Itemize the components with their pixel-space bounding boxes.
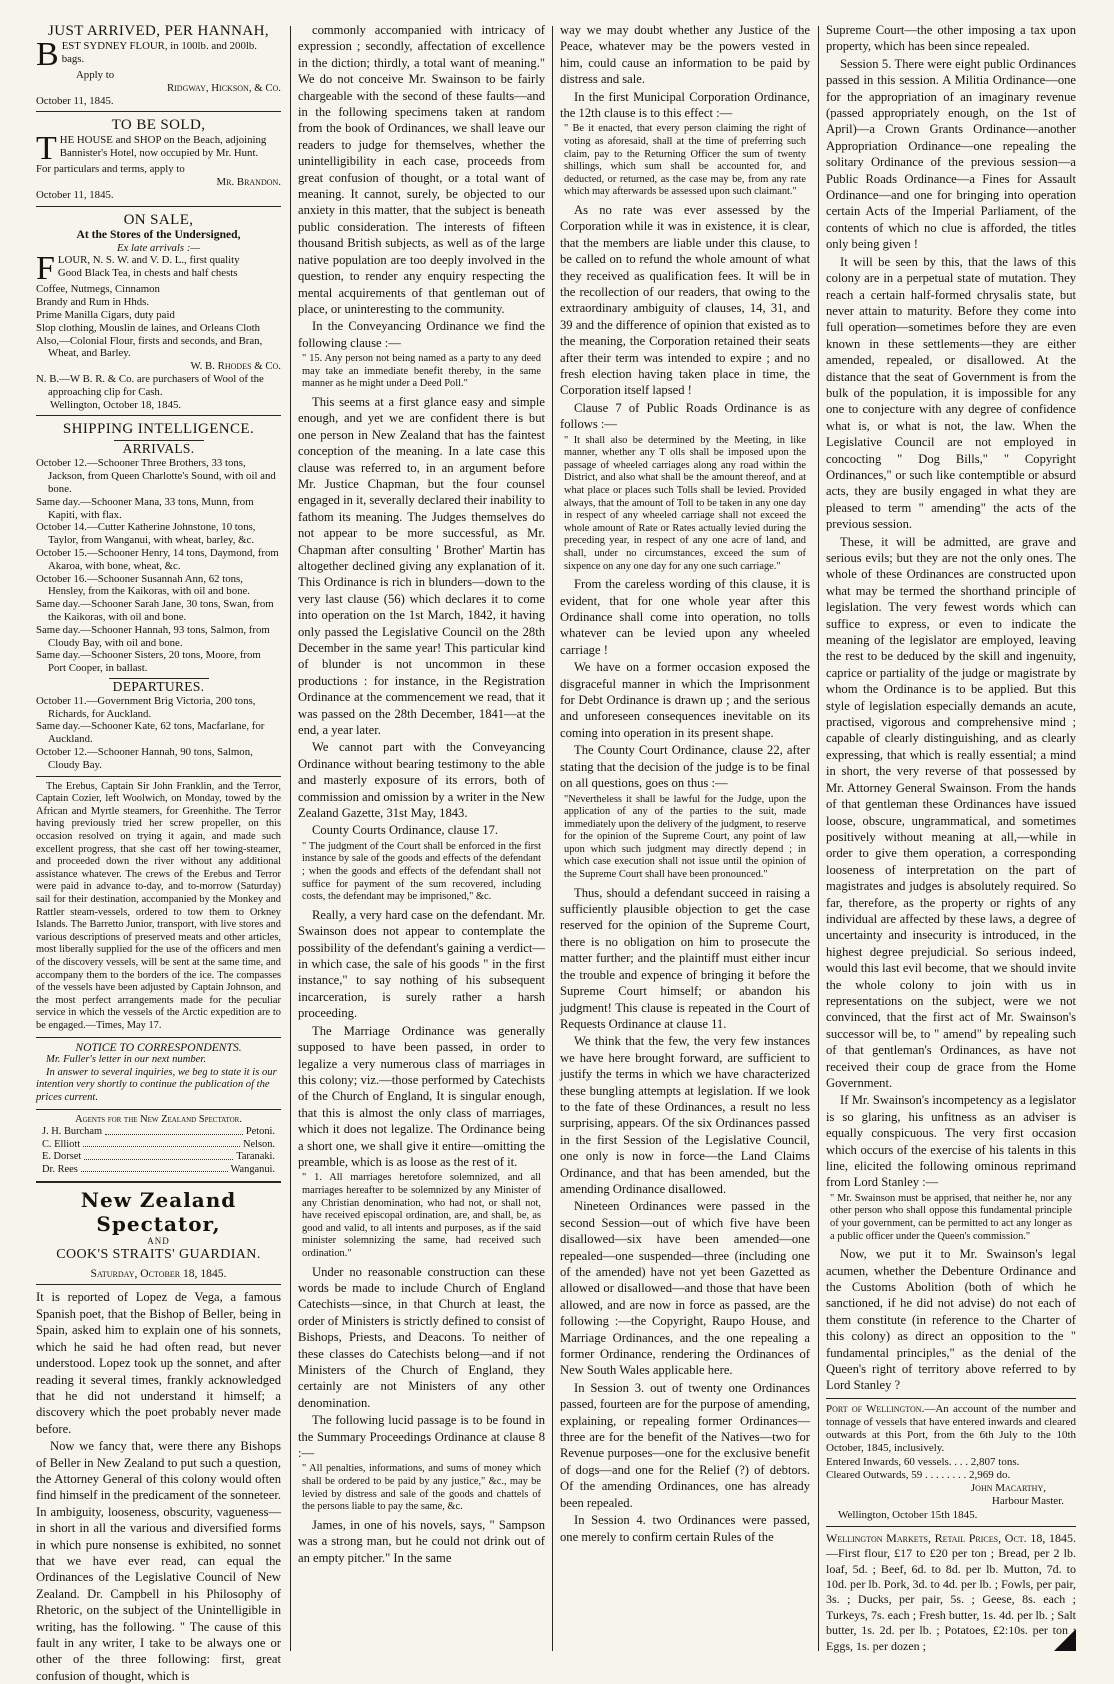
port-date: Wellington, October 15th 1845. xyxy=(838,1508,978,1521)
agent-place: Petoni. xyxy=(245,1126,275,1138)
arrival-entry: October 16.—Schooner Susannah Ann, 62 tons, Hensley, from the Kaikoras, with oil and bone. xyxy=(36,572,250,598)
ad-line: Prime Manilla Cigars, duty paid xyxy=(36,308,175,321)
arrivals-list xyxy=(36,457,281,675)
article-paragraph: In the Conveyancing Ordinance we find the following clause :— xyxy=(298,319,545,350)
masthead xyxy=(36,1188,281,1280)
masthead-title: New Zealand Spectator, xyxy=(80,1188,237,1237)
article-paragraph: Under no reasonable construction can these words be made to include Church of England Catechists—since, in that Church at least, the order of Ministers is strictly defined to consist of Bishops, Priests, and Deacons. To neither of these classes do Catechists belong—and if not Ministers of the Church of England, they certainly are not Ministers of any other denomination. xyxy=(298,1264,545,1410)
quoted-clause: " It shall also be determined by the Meeting, in like manner, whether any T olls shall be imposed upon the passage of wheeled carriages along any road within the District, and also what shall be the amount thereof, and at what place or places such Tolls shall be levied. Provided always, that the amount of Toll to be taken in any one day in respect of any wheeled carriage shall not exceed the whole amount of Rate or Rates actually levied during the preceding year, in respect of any one acre of land, and shall, under no circumstances, exceed the sum of sixpence on any one day for any one such carriage." xyxy=(564,434,806,572)
ad-line: Also,—Colonial Flour, firsts and seconds, and Bran, Wheat, and Barley. xyxy=(36,334,263,360)
port-inwards: Entered Inwards, 60 vessels. . . . 2,807 tons. xyxy=(826,1455,1020,1468)
article-paragraph: We think that the few, the very few instances we have here brought forward, are sufficient to justify the terms in which we have characterized these bungling attempts at legislation. If we look to the fate of these Ordinances, a result no less surprising, appears. Of the six Ordinances passed in the first Session of the Legislative Council, one only is now in force—the Land Claims Ordinance, and that has been amended, but the amending Ordinance disallowed. xyxy=(560,1034,810,1196)
quoted-clause: " The judgment of the Court shall be enforced in the first instance by sale of the goods and effects of the defendant ; when the goods and effects of the defendant shall not suffice for payment of the sum recovered, including costs, the defendant may be imprisoned," &c. xyxy=(302,840,541,903)
agent-place: Taranaki. xyxy=(236,1151,275,1163)
column-rule xyxy=(552,26,553,1651)
dot-leader xyxy=(84,1151,233,1160)
arrival-entry: Same day.—Schooner Hannah, 93 tons, Salmon, from Cloudy Bay, with oil and bone. xyxy=(36,623,270,649)
ad-text: EST SYDNEY FLOUR, in 100lb. and 200lb. bags. xyxy=(61,40,257,65)
article-paragraph: We have on a former occasion exposed the disgraceful manner in which the Imprisonment for Debt Ordinance is drawn up ; and the serious and unforeseen consequences inevitable on its coming into operation in its present shape. xyxy=(560,660,810,740)
ad-title: ON SALE, xyxy=(123,211,194,228)
notice-line: In answer to several inquiries, we beg to state it is our intention very shortly to continue the publication of the prices current. xyxy=(36,1066,277,1103)
advertisement-flour xyxy=(36,22,281,107)
article-paragraph: In Session 4. two Ordinances were passed, one merely to confirm certain Rules of the xyxy=(560,1513,810,1544)
markets-lead: Wellington Markets, Retail Prices, Oct. 18, 1845. xyxy=(826,1530,1076,1545)
article-paragraph: way we may doubt whether any Justice of the Peace, whatever may be the powers vested in him, could cause an information to be paid by distress and sale. xyxy=(560,23,810,87)
drop-cap: F xyxy=(36,250,55,288)
notice-line: Mr. Fuller's letter in our next number. xyxy=(46,1054,206,1066)
article-paragraph: It will be seen by this, that the laws of this colony are in a perpetual state of mutation. They reach a certain half-formed chrysalis state, but never attain to maturity. Before they come into full operation—sometimes before they are even known in these settlements—they are either amended, repealed, or disallowed. At the distance that the seat of Government is from the bulk of the population, it is impossible for any one to conjecture with any degree of confidence what is, or what is not, the law. When the Legislative Council are not employed in concocting " Dog Bills," " Copyright Ordinances," or such like contemptible or absurd acts, they are busily engaged in what they are pleased to term " amending" the acts of the previous session. xyxy=(826,254,1076,532)
article-paragraph: The County Court Ordinance, clause 22, after stating that the decision of the judge is to be final on all questions, goes on thus :— xyxy=(560,743,810,791)
column-1 xyxy=(36,22,281,1683)
ad-line: Slop clothing, Mouslin de laines, and Orleans Cloth xyxy=(36,321,261,334)
markets-text: —First flour, £17 to £20 per ton ; Bread, per 2 lb. loaf, 5d. ; Beef, 6d. to 8d. per lb. Mutton, 7d. to 10d. per lb. Pork, 3d. to 4d. per lb. ; Fowls, per pair, 3s. ; Ducks, per pair, 5s. ; Geese, 8s. each ; Turkeys, 7s. each ; Fresh butter, 1s. 4d. per lb. ; Salt butter, 1s. 2d. per lb. ; Potatoes, £2:10s. per ton ; Eggs, 1s. per dozen ; xyxy=(826,1546,1076,1653)
column-2 xyxy=(298,22,545,1657)
ad-firm: W. B. Rhodes & Co. xyxy=(190,360,281,373)
wellington-markets xyxy=(826,1531,1076,1654)
arrival-entry: October 12.—Schooner Three Brothers, 33 tons, Jackson, from Queen Charlotte's Sound, with oil and bone. xyxy=(36,457,276,495)
article-paragraph: In Session 3. out of twenty one Ordinances passed, fourteen are for the purpose of amending, explaining, or repealing former Ordinances—three are for the benefit of the Natives—two for Revenue purposes—one for the exclusive benefit of dogs—and one for the Relief (?) of debtors. Of the amending Ordinances, one has already been repealed. xyxy=(560,1380,810,1510)
agent-row xyxy=(36,1151,281,1164)
quoted-clause: " Be it enacted, that every person claiming the right of voting as aforesaid, shall at the time of preferring such claim, pay to the Returning Officer the sum of twenty shillings, which sum shall be accounted for, and deducted, or returned, as the case may be, from any rate which may afterwards be assessed upon such claimant." xyxy=(564,123,806,198)
issue-date: Saturday, October 18, 1845. xyxy=(90,1267,227,1281)
agent-row xyxy=(36,1139,281,1152)
article-paragraph: Clause 7 of Public Roads Ordinance is as follows :— xyxy=(560,400,810,432)
editorial-paragraph: It is reported of Lopez de Vega, a famous Spanish poet, that the Bishop of Beller, being in Spain, asked him to explain one of his sonnets, which he said he had often read, but never understood. Lopez took up the sonnet, and after reading it several times, frankly acknowledged that he did not understand it himself; a discovery which the poet probably never made before. xyxy=(36,1290,281,1436)
article-paragraph: These, it will be admitted, are grave and serious evils; but they are not the only ones. The whole of these Ordinances are constructed upon what may be termed the shorthand principle of legislation. The very fewest words which can suffice to express, or even to indicate the meaning of the legislator are employed, leaving the rest to be deduced by the skill and ingenuity, caprice or partiality of the judge or magistrate by whom the Ordinance is to be applied. But this style of legislation especially demands an acute, practised, vigorous and comprehensive mind ; capable of clearly distinguishing, and as clearly expressing, that which is really essential; a mind in short, the very reverse of that possessed by Mr. Attorney General Swainson. From the hands of that gentleman these Ordinances have issued loose, obscure, ungrammatical, and sometimes positively without meaning at all,—while in order to give them operation, a corresponding looseness of interpretation on the part of magistrates and judges is absolutely required. So far, therefore, as the property or rights of any individual are affected by these laws, a degree of uncertainty and insecurity is introduced, in the highest degree prejudicial. So serious indeed, would this last evil become, that we should invite the whole colony to join with us in representations on the subject, were we not convinced, that the first act of Mr. Swainson's successor will be, to " amend" by repealing such of that gentleman's Ordinances, as have not received their coup de grace from the Home Government. xyxy=(826,534,1076,1090)
article-paragraph: As no rate was ever assessed by the Corporation while it was in existence, it is clear, that the members are liable under this clause, to be called on to refund the whole amount of what they received as qualification fees. It will be in the recollection of our readers, that owing to the extraordinary ambiguity of clauses, 14, 31, and 39 and the difference of opinion that existed as to the meaning, the Corporation retained their seats after their term was intended to expire ; and no fresh election having taken place in time, the Corporation itself lapsed ! xyxy=(560,203,810,398)
article-paragraph: James, in one of his novels, says, " Sampson was a strong man, but he could not drink out of an empty pitcher." In the same xyxy=(298,1517,545,1565)
article-paragraph: Nineteen Ordinances were passed in the second Session—out of which five have been disallowed—six have been amended—one repealed—one suspended—three (including one of the amended) have not yet been Gazetted as allowed or disallowed—and those that have been allowed, and are now in force as passed, are the following :—the Copyright, Raupo House, and Marriage Ordinances, and the one repealing a former Ordinance, rendering the Ordinances of New South Wales applicable here. xyxy=(560,1199,810,1378)
column-4-body xyxy=(826,22,1076,1394)
article-paragraph: We cannot part with the Conveyancing Ordinance without bearing testimony to the able and masterly exposure of its errors, both of commission and omission by a writer in the New Zealand Gazette, 31st May, 1843. xyxy=(298,740,545,821)
shipping-intelligence xyxy=(36,420,281,771)
article-paragraph: The Marriage Ordinance was generally supposed to have been passed, in order to legalize a very numerous class of marriages in this colony; viz.—those performed by Catechists of the Church of England, It is singular enough, that this is almost the only class of marriages, which it does not legalize. The Ordinance being a short one, we shall give it entire—omitting the preamble, which is as loose as the rest of it. xyxy=(298,1023,545,1169)
ad-subtitle: At the Stores of the Undersigned, xyxy=(76,227,241,241)
advertisement-house xyxy=(36,116,281,201)
masthead-subtitle: COOK'S STRAITS' GUARDIAN. xyxy=(56,1247,261,1263)
quoted-clause: " 15. Any person not being named as a party to any deed may take an immediate benefit thereby, in the same manner as he might under a Deed Poll." xyxy=(302,353,541,390)
notice-to-correspondents xyxy=(36,1042,281,1105)
newspaper-page xyxy=(36,22,1076,1683)
article-paragraph: If Mr. Swainson's incompetency as a legislator is so glaring, his unfitness as an adviser is equally conspicuous. The very first occasion which occurs of the exercise of his talents in this line, elicited the following ominous reprimand from Lord Stanley :— xyxy=(826,1093,1076,1190)
drop-cap: T xyxy=(36,130,57,168)
article-paragraph: From the careless wording of this clause, it is evident, that for one whole year after this Ordinance shall come into operation, no tolls whatever can be levied upon any wheeled carriage ! xyxy=(560,577,810,657)
dot-leader xyxy=(105,1126,243,1135)
ad-line: Coffee, Nutmegs, Cinnamon xyxy=(36,283,160,296)
page-corner-mark xyxy=(1054,1629,1076,1651)
ad-ex-late: Ex late arrivals :— xyxy=(116,241,201,254)
ad-firm: Ridgway, Hickson, & Co. xyxy=(166,81,281,94)
column-rule xyxy=(818,26,819,1651)
departures-title: DEPARTURES. xyxy=(109,678,209,695)
ad-line: Brandy and Rum in Hhds. xyxy=(36,296,150,309)
departure-entry: Same day.—Schooner Kate, 62 tons, Macfarlane, for Auckland. xyxy=(36,720,265,746)
departures-list xyxy=(36,695,281,772)
agent-name: C. Elliott xyxy=(42,1138,81,1150)
shipping-title: SHIPPING INTELLIGENCE. xyxy=(62,421,255,438)
ad-line: Good Black Tea, in chests and half chests xyxy=(57,267,238,280)
article-paragraph: Now, we put it to Mr. Swainson's legal acumen, whether the Debenture Ordinance and the Customs Abolition (both of which he sanctioned, if he did not advise) do not each of them constitute (in reference to the Charter of this colony) as direct an opposition to the " fundamental principles," as the denial of the Queen's right of territory above referred to by Lord Stanley ? xyxy=(826,1247,1076,1393)
agent-place: Wanganui. xyxy=(230,1163,275,1175)
quoted-clause: " Mr. Swainson must be apprised, that neither he, nor any other person who shall oppose this fundamental principle of your government, can be permitted to act any longer as a public officer under the Queen's commission." xyxy=(830,1192,1072,1242)
quoted-clause: " 1. All marriages heretofore solemnized, and all marriages hereafter to be solemnized by any Minister of any Christian denomination, who had not, or shall not, have received episcopal ordination, are, and shall, be, as good and valid, to all intents and purposes, as if the said minister solemnizing the same, had received such ordination." xyxy=(302,1172,541,1259)
arrivals-title: ARRIVALS. xyxy=(114,440,204,457)
ad-date: October 11, 1845. xyxy=(36,188,114,201)
ad-text: HE HOUSE and SHOP on the Beach, adjoining Bannister's Hotel, now occupied by Mr. Hunt. xyxy=(59,134,267,160)
article-paragraph: commonly accompanied with intricacy of expression ; secondly, affectation of excellence in the diction; thirdly, a total want of meaning." We do not conceive Mr. Swainson to be fairly chargeable with the second of these faults—and in the following specimens taken at random from the book of Ordinances, we shall leave our readers to judge for themselves, whether the unintelligibility in each case, proceeds from great confusion of thought, or a total want of meaning. It cannot, surely, be objected to our anxiety in this matter, that the subject is beneath public consideration. The interests of fifteen thousand British subjects, as well as of the large native population are too deeply involved in the question, to render any enquiry respecting the mental acquirements of that gentleman out of place, or uninteresting to the community. xyxy=(298,23,545,316)
column-3 xyxy=(560,22,810,1657)
ad-particulars: For particulars and terms, apply to xyxy=(36,163,185,176)
quoted-clause: "Nevertheless it shall be lawful for the Judge, upon the application of any of the parties to the suit, made immediately upon the delivery of the judgment, to reserve for the opinion of the Supreme Court, any point of law upon which such judgment may directly depend ; in which case execution shall not issue until the opinion of the Supreme Court shall have been pronounced." xyxy=(564,793,806,881)
editorial-start xyxy=(36,1289,281,1684)
article-paragraph: Really, a very hard case on the defendant. Mr. Swainson does not appear to contemplate the possibility of the defendant's gaining a verdict—in which case, the sale of his goods " in the first instance," to say nothing of his subsequent incarceration, is surely rather a harsh proceeding. xyxy=(298,907,545,1021)
editorial-paragraph: Now we fancy that, were there any Bishops of Beller in New Zealand to put such a question, the Attorney General of this colony would often find himself in the predicament of the sonneteer. In ambiguity, looseness, obscurity, vagueness—in short in all the various and diversified forms in which pure nonsense is exhibited, no sonnet that we have ever read, can equal the Ordinances of the Legislative Council of New Zealand. Dr. Campbell in his Philosophy of Rhetoric, on the subject of the Unintelligible in writing, has the following. " The cause of this fault in any writer, I take to be always one or other of the three following: first, great confusion of thought, which is xyxy=(36,1439,281,1683)
drop-cap: B xyxy=(36,36,59,73)
article-paragraph: The following lucid passage is to be found in the Summary Proceedings Ordinance at clause 8 :— xyxy=(298,1413,545,1460)
column-4 xyxy=(826,22,1076,1657)
arrival-entry: Same day.—Schooner Sarah Jane, 30 tons, Swan, from the Kaikoras, with oil and bone. xyxy=(36,598,274,623)
ad-apply: Apply to xyxy=(76,69,115,81)
quoted-clause: " All penalties, informations, and sums of money which shall be ordered to be paid by any justice," &c., may be levied by distress and sale of the goods and chattels of the persons liable to pay the same, &c. xyxy=(302,1463,541,1513)
port-text: —An account of the number and tonnage of vessels that have entered inwards and cleared outwards at this Port, from the 6th July to the 10th October, 1845, inclusively. xyxy=(826,1402,1076,1455)
port-lead: Port of Wellington. xyxy=(826,1402,925,1415)
notice-title: NOTICE TO CORRESPONDENTS. xyxy=(75,1040,242,1054)
article-paragraph: Thus, should a defendant succeed in raising a sufficiently plausible objection to get the case reserved for the opinion of the Supreme Court, there is no obligation on him to prosecute the matter further; and the plaintiff must either incur the trouble and expence of bringing it before the Supreme Court himself; or abandon his judgment! This clause is repeated in the Court of Requests Ordinance at clause 11. xyxy=(560,885,810,1031)
advertisement-on-sale xyxy=(36,211,281,412)
ad-nb: N. B.—W B. R. & Co. are purchasers of Wool of the approaching clip for Cash. xyxy=(36,372,264,398)
ad-title: TO BE SOLD, xyxy=(111,117,206,134)
port-of-wellington xyxy=(826,1403,1076,1522)
departure-entry: October 11.—Government Brig Victoria, 200 tons, Richards, for Auckland. xyxy=(36,694,256,720)
ad-date: October 11, 1845. xyxy=(36,94,114,107)
agent-name: E. Dorset xyxy=(42,1151,82,1163)
article-paragraph: This seems at a first glance easy and simple enough, and yet we are confident there is but one person in New Zealand that has the faintest conception of the meaning. In a late case this clause was referred to, in an argument before Mr. Justice Chapman, but the four counsel engaged in it, severally declared their inability to fathom its meaning. The Judges themselves do not appear to be more successful, as Mr. Chapman after consulting ' Brother' Martin has altogether declined giving any explanation of it. This Ordinance is rich in blunders—down to the very last clause (56) which declares it to come into operation on the 1st March, 1842, it having only passed the Legislative Council on the 28th December in the same year! This particular kind of blunder is not uncommon in these productions : for instance, in the Registration Ordinance at the commencement we read, that it was passed on the 28th December, 1841—at the end, a year later. xyxy=(298,394,545,738)
dot-leader xyxy=(83,1139,240,1148)
dot-leader xyxy=(81,1164,228,1173)
agent-place: Nelson. xyxy=(242,1138,275,1150)
article-paragraph: In the first Municipal Corporation Ordinance, the 12th clause is to this effect :— xyxy=(560,89,810,121)
agent-name: Dr. Rees xyxy=(42,1163,78,1175)
agent-name: J. H. Burcham xyxy=(42,1126,103,1138)
article-paragraph: Supreme Court—the other imposing a tax upon property, which has been since repealed. xyxy=(826,23,1076,54)
ad-name: Mr. Brandon. xyxy=(216,176,281,189)
agents-title: Agents for the New Zealand Spectator. xyxy=(75,1113,242,1125)
harbour-master-role: Harbour Master. xyxy=(991,1495,1064,1508)
agents-list xyxy=(36,1114,281,1177)
ad-line: LOUR, N. S. W. and V. D. L., first quality xyxy=(57,254,240,267)
port-outwards: Cleared Outwards, 59 . . . . . . . . 2,969 do. xyxy=(826,1468,1011,1481)
arrival-entry: October 14.—Cutter Katherine Johnstone, 10 tons, Taylor, from Wanganui, with wheat, barley, &c. xyxy=(36,521,256,547)
ad-date: Wellington, October 18, 1845. xyxy=(50,398,182,411)
erebus-news: The Erebus, Captain Sir John Franklin, and the Terror, Captain Cozier, left Woolwich, on Monday, towed by the African and Myrtle steamers, for Greenhithe. The Terror having previously tried her screw propeller, on this occasion resolved on trying it again, and made such excellent progress, that she cast off her towing-steamer, and proceeded down the river without any additional assistance whatever. The crews of the Erebus and Terror were paid in advance to-day, and to-morrow (Saturday) sail for their destination, accompanied by the Monkey and Rattler steam-vessels, ordered to tow them to Orkney Islands. The Barretto Junior, transport, with live stores and various descriptions of preserved meats and other articles, most liberally supplied for the use of the officers and men of the discovery vessels, will be sent at the same time, and accompany them to the borders of the ice. The compasses of the vessels have been adjusted by Captain Johnson, and the most perfect arrangements made for the peculiar service in which the vessels of the Arctic expedition are to be engaged.—Times, May 17. xyxy=(36,780,281,1031)
ad-title: JUST ARRIVED, PER HANNAH, xyxy=(48,23,269,39)
arrival-entry: October 15.—Schooner Henry, 14 tons, Daymond, from Akaroa, with bone, wheat, &c. xyxy=(36,546,279,572)
column-rule xyxy=(290,26,291,1651)
departure-entry: October 12.—Schooner Hannah, 90 tons, Salmon, Cloudy Bay. xyxy=(36,746,253,771)
article-paragraph: Session 5. There were eight public Ordinances passed in this session. A Militia Ordinance—one for the appropriation of an imaginary revenue (passed appropriately enough, on the 1st of April)—a Crown Grants Ordinance—another Appropriation Ordinance—one repealing the solitary Ordinance of the previous session—a Public Roads Ordinance—a Fines for Assault Ordinance—and one for bringing into operation certain Acts of the Imperial Parliament, of the contents of which no clue is afforded, the titles only being given ! xyxy=(826,56,1076,252)
article-paragraph: County Courts Ordinance, clause 17. xyxy=(312,823,499,838)
arrival-entry: Same day.—Schooner Mana, 33 tons, Munn, from Kapiti, with flax. xyxy=(36,495,254,521)
arrival-entry: Same day.—Schooner Sisters, 20 tons, Moore, from Port Cooper, in ballast. xyxy=(36,649,261,675)
harbour-master-name: John Macarthy, xyxy=(970,1482,1046,1495)
masthead-and: AND xyxy=(147,1236,170,1247)
agent-row xyxy=(36,1164,281,1177)
agent-row xyxy=(36,1126,281,1139)
